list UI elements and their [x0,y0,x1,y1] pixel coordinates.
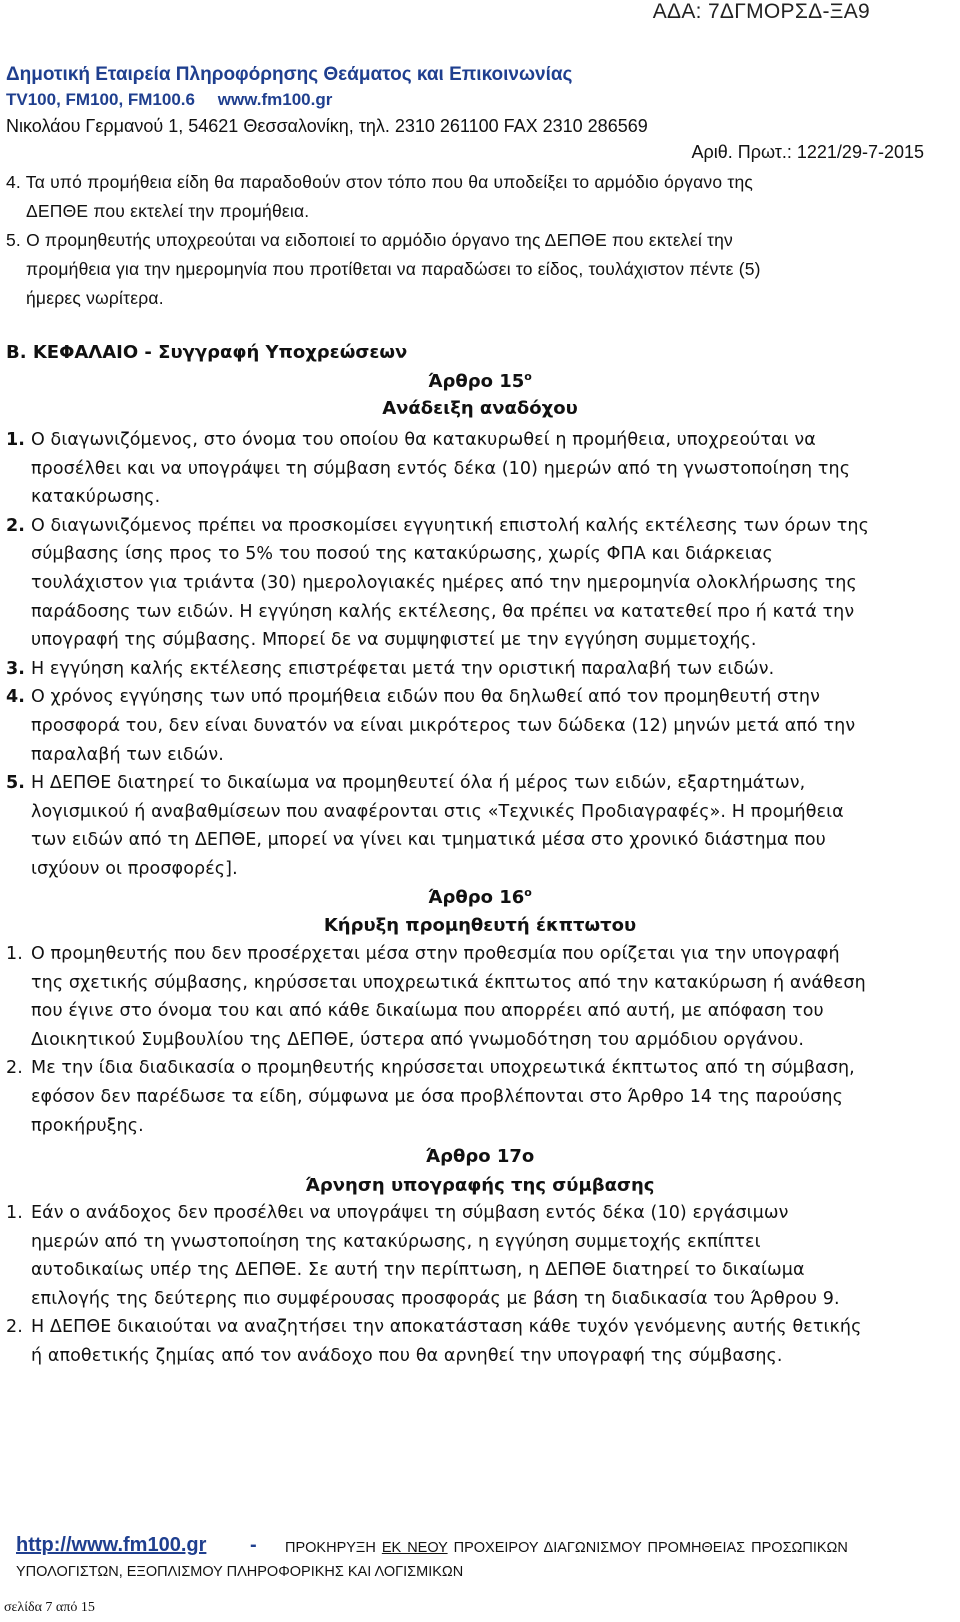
article-15-title: Ανάδειξη αναδόχου [382,398,578,419]
article-17-item-1-line-2: ημερών από τη γνωστοποίηση της κατακύρωσης, η εγγύηση συμμετοχής εκπίπτει [31,1231,761,1252]
article-15-item-1-line-1 [6,430,816,450]
intro-item-4-num: 4. [6,172,21,192]
article-15-item-4-line-3: παραλαβή των ειδών. [31,744,224,765]
article-15-item-1-line-2: προσέλθει και να υπογράψει τη σύμβαση εντός δέκα (10) ημερών από τη γνωστοποίηση της [31,458,851,479]
address-line: Νικολάου Γερμανού 1, 54621 Θεσσαλονίκη, τηλ. 2310 261100 FAX 2310 286569 [6,116,648,136]
article-17-heading: Άρθρο 17ο [425,1146,535,1167]
article-15-item-2-line-1 [6,516,869,536]
footer-notice-a: ΠΡΟΚΗΡΥΞΗ [285,1540,376,1556]
article-16-item-1-text: Ο προμηθευτής που δεν προσέρχεται μέσα στην προθεσμία που ορίζεται για την υπογραφή [31,944,840,964]
footer-website-link[interactable]: http://www.fm100.gr [16,1534,207,1556]
stations-list: TV100, FM100, FM100.6 [6,90,195,109]
article-15-heading [0,370,960,392]
footer-notice-c: ΠΡΟΧΕΙΡΟΥ ΔΙΑΓΩΝΙΣΜΟΥ ΠΡΟΜΗΘΕΙΑΣ ΠΡΟΣΩΠΙΚΩΝ [453,1540,848,1556]
article-15-item-2-line-2: σύμβασης ίσης προς το 5% του ποσού της κατακύρωσης, χωρίς ΦΠΑ και διάρκειας [31,544,773,565]
article-16-item-2-text: Με την ίδια διαδικασία ο προμηθευτής κηρύσσεται υποχρεωτικά έκπτωτος από τη σύμβαση, [31,1058,855,1079]
intro-item-4-text: Τα υπό προμήθεια είδη θα παραδοθούν στον τόπο που θα υποδείξει το αρμόδιο όργανο της [25,172,754,192]
article-16-item-2-line-1 [6,1058,855,1078]
article-15-item-3-line-1 [6,659,774,679]
article-17-title: Άρνηση υπογραφής της σύμβασης [305,1175,655,1196]
intro-item-5-line-1 [6,230,733,251]
article-17-item-1-line-1 [6,1203,788,1223]
article-15-item-5-line-2: λογισμικού ή αναβαθμίσεων που αναφέρονται στις «Τεχνικές Προδιαγραφές». Η προμήθεια [31,801,844,822]
protocol-number: Αριθ. Πρωτ.: 1221/29-7-2015 [691,142,924,162]
article-17-item-2-line-2: ή αποθετικής ζημίας από τον ανάδοχο που θα αρνηθεί την υπογραφή της σύμβασης. [31,1346,783,1366]
intro-item-5-line-2: προμήθεια για την ημερομηνία που προτίθεται να παραδώσει το είδος, τουλάχιστον πέντε (5) [26,259,761,279]
article-15-item-2-line-5: υπογραφή της σύμβασης. Μπορεί δε να συμψηφιστεί με την εγγύηση συμμετοχής. [31,630,757,651]
article-16-heading-text: Άρθρο 16 [428,887,525,908]
intro-item-5-num: 5. [6,230,21,250]
article-16-item-1-line-4: Διοικητικού Συμβουλίου της ΔΕΠΘΕ, ύστερα από γνωμοδότηση του αρμόδιου οργάνου. [31,1029,804,1050]
article-15-item-5-line-4: ισχύουν οι προσφορές]. [31,859,238,879]
article-17-item-1-num: 1. [6,1203,23,1223]
article-15-item-4-text: Ο χρόνος εγγύησης των υπό προμήθεια ειδών που θα δηλωθεί από τον προμηθευτή στην [31,687,820,708]
article-15-item-4-line-1 [6,687,820,707]
article-15-item-5-text: Η ΔΕΠΘΕ διατηρεί το δικαίωμα να προμηθευτεί όλα ή μέρος των ειδών, εξαρτημάτων, [31,773,806,794]
article-16-heading-sup: ο [524,886,532,899]
article-15-item-2-text: Ο διαγωνιζόμενος πρέπει να προσκομίσει εγγυητική επιστολή καλής εκτέλεσης των όρων της [31,515,869,536]
article-17-item-2-text: Η ΔΕΠΘΕ δικαιούται να αναζητήσει την αποκατάσταση κάθε τυχόν γενόμενης αυτής θετικής [31,1317,862,1338]
footer-notice-b: ΕΚ ΝΕΟΥ [381,1540,448,1556]
article-17-item-1-text: Εάν ο ανάδοχος δεν προσέλθει να υπογράψει τη σύμβαση εντός δέκα (10) εργάσιμων [31,1203,789,1223]
article-15-item-5-line-1 [6,773,805,793]
article-15-heading-text: Άρθρο 15 [428,371,525,392]
article-17-item-1-line-3: αυτοδικαίως υπέρ της ΔΕΠΘΕ. Σε αυτή την περίπτωση, η ΔΕΠΘΕ διατηρεί το δικαίωμα [31,1260,805,1281]
ada-code: ΑΔΑ: 7ΔΓΜΟΡΣΔ-ΞΑ9 [652,0,870,23]
chapter-title: Β. ΚΕΦΑΛΑΙΟ - Συγγραφή Υποχρεώσεων [6,342,408,363]
article-16-heading [0,886,960,908]
article-15-item-2-line-4: παράδοσης των ειδών. Η εγγύηση καλής εκτέλεσης, θα πρέπει να κατατεθεί προ ή κατά την [31,601,855,622]
article-17-item-1-line-4: επιλογής της δεύτερης πιο συμφέρουσας προσφοράς με βάση τη διαδικασία του Άρθρου 9. [31,1288,840,1309]
article-15-item-4-line-2: προσφορά του, δεν είναι δυνατόν να είναι μικρότερος των δώδεκα (12) μηνών μετά από την [31,716,856,736]
article-17-item-2-num: 2. [6,1317,23,1338]
intro-item-5-text: Ο προμηθευτής υποχρεούται να ειδοποιεί το αρμόδιο όργανο της ΔΕΠΘΕ που εκτελεί την [26,230,733,250]
footer-dash: - [250,1534,257,1556]
article-15-item-3-text: Η εγγύηση καλής εκτέλεσης επιστρέφεται μετά την οριστική παραλαβή των ειδών. [31,658,775,679]
article-15-item-1-text: Ο διαγωνιζόμενος, στο όνομα του οποίου θα κατακυρωθεί η προμήθεια, υποχρεούται να [31,430,816,450]
article-16-item-2-line-2: εφόσον δεν παρέδωσε τα είδη, σύμφωνα με όσα προβλέπονται στο Άρθρο 14 της παρούσης [31,1087,843,1107]
article-15-item-2-num: 2. [6,515,26,536]
article-16-item-2-line-3: προκήρυξης. [31,1115,144,1136]
article-15-item-2-line-3: τουλάχιστον για τριάντα (30) ημερολογιακές ημέρες από την ημερομηνία ολοκλήρωσης της [31,573,857,593]
article-16-item-2-num: 2. [6,1058,23,1079]
article-15-item-1-num: 1. [6,430,26,450]
article-15-item-5-num: 5. [6,773,26,794]
article-17-item-2-line-1 [6,1317,861,1337]
footer-notice-line-1 [285,1540,848,1556]
article-15-item-4-num: 4. [6,687,26,708]
organization-name: Δημοτική Εταιρεία Πληροφόρησης Θεάματος και Επικοινωνίας [6,64,573,85]
stations-line [6,90,332,110]
article-16-item-1-line-1 [6,944,840,964]
intro-item-4-line-2: ΔΕΠΘΕ που εκτελεί την προμήθεια. [26,201,310,221]
intro-item-4-line-1 [6,172,753,193]
article-15-item-1-line-3: κατακύρωσης. [31,487,161,508]
page-number: σελίδα 7 από 15 [4,1600,95,1615]
intro-item-5-line-3: ήμερες νωρίτερα. [26,288,164,308]
footer-notice-line-2: ΥΠΟΛΟΓΙΣΤΩΝ, ΕΞΟΠΛΙΣΜΟΥ ΠΛΗΡΟΦΟΡΙΚΗΣ ΚΑΙ ΛΟΓΙΣΜΙΚΩΝ [16,1564,464,1580]
article-16-item-1-line-2: της σχετικής σύμβασης, κηρύσσεται υποχρεωτικά έκπτωτος από την κατακύρωση ή ανάθεση [31,972,866,993]
website-link[interactable]: www.fm100.gr [217,90,333,109]
article-15-heading-sup: ο [524,370,532,383]
article-16-item-1-num: 1. [6,944,23,964]
article-16-title: Κήρυξη προμηθευτή έκπτωτου [323,915,637,936]
article-15-item-5-line-3: των ειδών από τη ΔΕΠΘΕ, μπορεί να γίνει και τμηματικά μέσα στο χρονικό διάστημα που [31,830,826,851]
article-16-item-1-line-3: που έγινε στο όνομα του και από κάθε δικαίωμα που απορρέει από αυτή, με απόφαση του [31,1001,824,1022]
article-15-item-3-num: 3. [6,658,26,679]
